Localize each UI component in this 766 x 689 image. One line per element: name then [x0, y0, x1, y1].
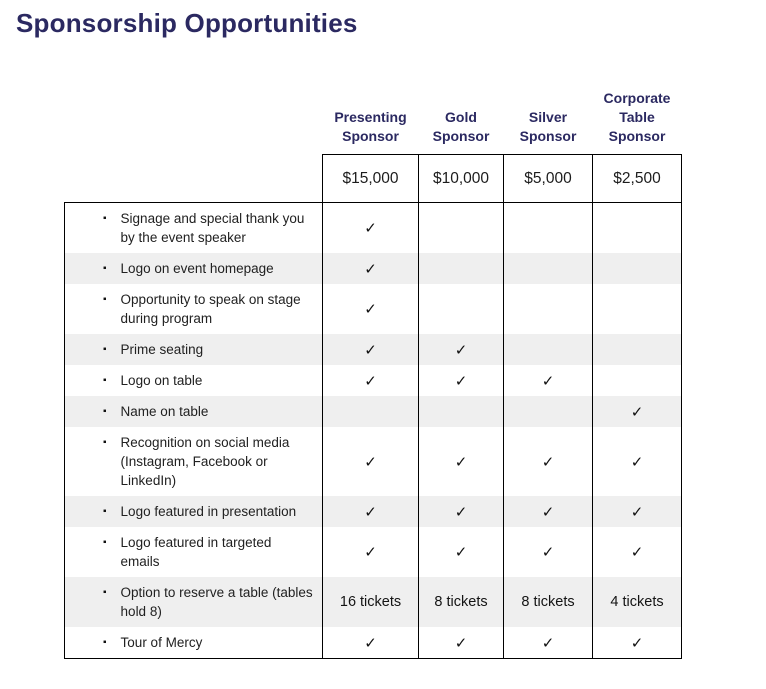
empty-cell	[504, 253, 593, 284]
check-icon: ✓	[630, 403, 644, 421]
table-row	[65, 396, 682, 427]
check-cell	[323, 284, 419, 334]
table-row	[65, 496, 682, 527]
bullet-icon: ▪	[103, 294, 107, 306]
check-icon: ✓	[364, 260, 377, 278]
check-icon: ✓	[364, 220, 377, 238]
table-row	[65, 334, 682, 365]
table-row	[65, 253, 682, 284]
table-row	[65, 577, 682, 627]
check-icon: ✓	[454, 341, 468, 359]
empty-cell	[419, 203, 504, 254]
empty-cell	[593, 253, 682, 284]
table-row	[65, 203, 682, 254]
price-gold: $10,000	[419, 155, 504, 203]
feature-cell	[65, 365, 323, 396]
feature-cell	[65, 334, 323, 365]
table-row	[65, 527, 682, 577]
check-icon: ✓	[364, 341, 377, 359]
check-icon: ✓	[541, 544, 555, 562]
check-cell	[419, 527, 504, 577]
check-cell	[504, 365, 593, 396]
check-icon: ✓	[541, 503, 555, 521]
feature-cell	[65, 527, 323, 577]
column-header-gold: Gold Sponsor	[432, 109, 490, 145]
check-icon: ✓	[364, 301, 377, 319]
feature-label: Signage and special thank you by the event speaker	[120, 211, 305, 246]
value-cell: 16 tickets	[323, 577, 419, 627]
check-cell	[323, 334, 419, 365]
check-icon: ✓	[630, 634, 644, 652]
empty-cell	[504, 396, 593, 427]
check-icon: ✓	[630, 503, 644, 521]
feature-label: Logo on table	[120, 373, 203, 389]
feature-label: Option to reserve a table (tables hold 8)	[120, 585, 313, 620]
check-icon: ✓	[364, 372, 377, 390]
check-icon: ✓	[454, 372, 468, 390]
table-row	[65, 284, 682, 334]
check-cell	[323, 496, 419, 527]
empty-cell	[504, 284, 593, 334]
price-corporate: $2,500	[593, 155, 682, 203]
bullet-icon: ▪	[103, 587, 107, 599]
empty-cell	[593, 203, 682, 254]
check-icon: ✓	[454, 453, 468, 471]
value-cell: 8 tickets	[419, 577, 504, 627]
table-row	[65, 627, 682, 659]
check-cell	[419, 365, 504, 396]
price-silver: $5,000	[504, 155, 593, 203]
sponsorship-table	[64, 89, 682, 659]
empty-cell	[419, 284, 504, 334]
column-header-silver: Silver Sponsor	[519, 109, 577, 145]
bullet-icon: ▪	[103, 537, 107, 549]
check-cell	[323, 427, 419, 496]
check-icon: ✓	[630, 453, 644, 471]
check-cell	[593, 496, 682, 527]
check-cell	[419, 427, 504, 496]
check-cell	[323, 203, 419, 254]
bullet-icon: ▪	[103, 375, 107, 387]
value-cell: 8 tickets	[504, 577, 593, 627]
empty-cell	[323, 396, 419, 427]
feature-label: Logo featured in targeted emails	[120, 535, 272, 570]
feature-label: Logo featured in presentation	[120, 504, 297, 520]
price-presenting: $15,000	[323, 155, 419, 203]
feature-label: Tour of Mercy	[120, 635, 203, 651]
feature-label: Name on table	[120, 404, 209, 420]
bullet-icon: ▪	[103, 506, 107, 518]
bullet-icon: ▪	[103, 637, 107, 649]
check-cell	[419, 627, 504, 659]
check-icon: ✓	[541, 372, 555, 390]
check-icon: ✓	[364, 544, 377, 562]
check-cell	[504, 427, 593, 496]
check-cell	[593, 427, 682, 496]
check-cell	[323, 253, 419, 284]
feature-label: Recognition on social media (Instagram, Facebook or LinkedIn)	[120, 435, 290, 489]
empty-cell	[419, 253, 504, 284]
empty-cell	[593, 334, 682, 365]
bullet-icon: ▪	[103, 437, 107, 449]
check-cell	[323, 627, 419, 659]
check-cell	[593, 527, 682, 577]
check-icon: ✓	[454, 503, 468, 521]
check-cell	[504, 627, 593, 659]
feature-cell	[65, 203, 323, 254]
check-cell	[504, 527, 593, 577]
feature-cell	[65, 253, 323, 284]
table-row	[65, 427, 682, 496]
feature-cell	[65, 396, 323, 427]
check-cell	[323, 365, 419, 396]
check-cell	[593, 396, 682, 427]
empty-cell	[593, 284, 682, 334]
check-icon: ✓	[541, 634, 555, 652]
feature-cell	[65, 627, 323, 659]
header-spacer	[65, 89, 323, 155]
bullet-icon: ▪	[103, 344, 107, 356]
feature-label: Opportunity to speak on stage during program	[120, 292, 301, 327]
check-cell	[593, 627, 682, 659]
empty-cell	[419, 396, 504, 427]
check-cell	[504, 496, 593, 527]
feature-cell	[65, 427, 323, 496]
empty-cell	[504, 203, 593, 254]
check-icon: ✓	[454, 544, 468, 562]
check-icon: ✓	[364, 453, 377, 471]
column-header-presenting: Presenting Sponsor	[334, 109, 407, 145]
check-icon: ✓	[541, 453, 555, 471]
bullet-icon: ▪	[103, 213, 107, 225]
empty-cell	[593, 365, 682, 396]
price-spacer	[65, 155, 323, 203]
header-row	[65, 89, 682, 155]
feature-label: Prime seating	[120, 342, 204, 358]
check-icon: ✓	[454, 634, 468, 652]
feature-cell	[65, 577, 323, 627]
column-header-corporate: Corporate Table Sponsor	[603, 90, 671, 145]
bullet-icon: ▪	[103, 263, 107, 275]
empty-cell	[504, 334, 593, 365]
check-cell	[419, 496, 504, 527]
feature-cell	[65, 284, 323, 334]
bullet-icon: ▪	[103, 406, 107, 418]
feature-label: Logo on event homepage	[120, 261, 274, 277]
table-row	[65, 365, 682, 396]
price-row	[65, 155, 682, 203]
check-icon: ✓	[364, 634, 377, 652]
page-title: Sponsorship Opportunities	[16, 8, 358, 38]
value-cell: 4 tickets	[593, 577, 682, 627]
check-icon: ✓	[364, 503, 377, 521]
check-icon: ✓	[630, 544, 644, 562]
feature-cell	[65, 496, 323, 527]
check-cell	[323, 527, 419, 577]
check-cell	[419, 334, 504, 365]
